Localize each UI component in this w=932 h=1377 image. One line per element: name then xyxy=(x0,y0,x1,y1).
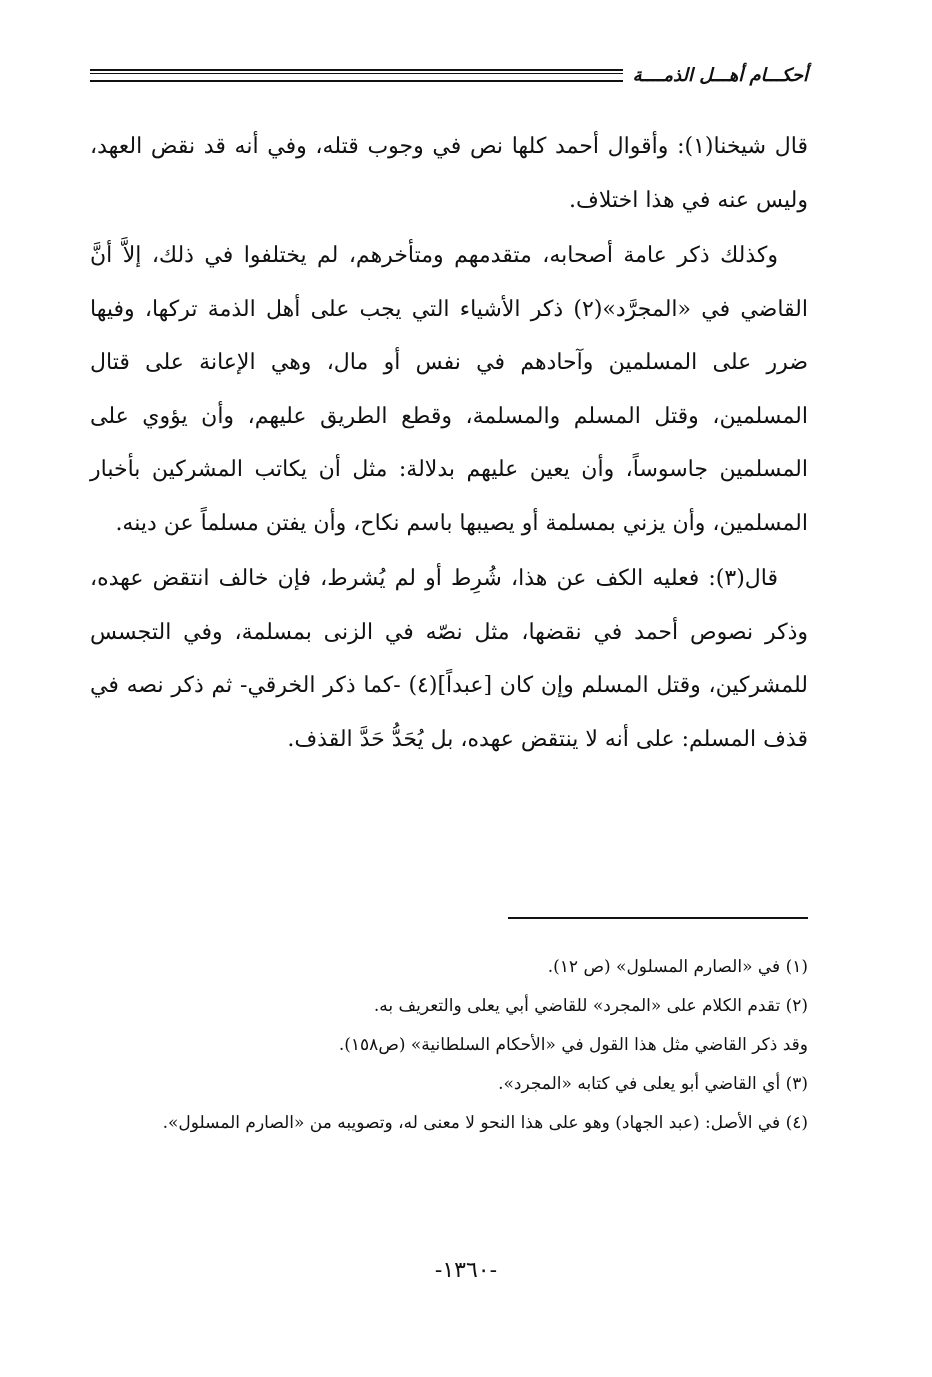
paragraph-2: وكذلك ذكر عامة أصحابه، متقدمهم ومتأخرهم، لم يختلفوا في ذلك، إلاَّ أنَّ القاضي في «المجرَّد»(٢) ذكر الأشياء التي يجب على أهل الذمة تركها، وفيها ضرر على المسلمين وآحادهم في نفس أو مال، وهي الإعانة على قتال المسلمين، وقتل المسلم والمسلمة، وقطع الطريق عليهم، وأن يؤوي على المسلمين جاسوساً، وأن يعين عليهم بدلالة: مثل أن يكاتب المشركين بأخبار المسلمين، وأن يزني بمسلمة أو يصيبها باسم نكاح، وأن يفتن مسلماً عن دينه. xyxy=(90,243,808,536)
footnote-1: (١) في «الصارم المسلول» (ص ١٢). xyxy=(547,957,808,977)
footnotes xyxy=(90,950,808,1145)
header-title: أحكـــام أهـــل الذمــــة xyxy=(632,64,808,86)
footnote-2: (٢) تقدم الكلام على «المجرد» للقاضي أبي يعلى والتعريف به. xyxy=(373,996,808,1016)
footnote-separator xyxy=(508,917,808,919)
running-header xyxy=(90,58,808,92)
page-number: -١٣٦٠- xyxy=(434,1258,498,1283)
paragraph-1: قال شيخنا(١): وأقوال أحمد كلها نص في وجوب قتله، وفي أنه قد نقض العهد، وليس عنه في هذا اختلاف. xyxy=(90,134,808,213)
footnote-2-continuation: وقد ذكر القاضي مثل هذا القول في «الأحكام السلطانية» (ص١٥٨). xyxy=(338,1035,808,1055)
footnote-3: (٣) أي القاضي أبو يعلى في كتابه «المجرد». xyxy=(498,1074,808,1094)
main-text xyxy=(90,120,808,768)
paragraph-3: قال(٣): فعليه الكف عن هذا، شُرِط أو لم يُشرط، فإن خالف انتقض عهده، وذكر نصوص أحمد في نقضها، مثل نصّه في الزنى بمسلمة، وفي التجسس للمشركين، وقتل المسلم وإن كان [عبداً](٤) -كما ذكر الخرقي- ثم ذكر نصه في قذف المسلم: على أنه لا ينتقض عهده، بل يُحَدُّ حَدَّ القذف. xyxy=(90,566,808,752)
footnote-4: (٤) في الأصل: (عبد الجهاد) وهو على هذا النحو لا معنى له، وتصويبه من «الصارم المسلول». xyxy=(162,1113,808,1133)
header-double-rule xyxy=(90,69,623,82)
